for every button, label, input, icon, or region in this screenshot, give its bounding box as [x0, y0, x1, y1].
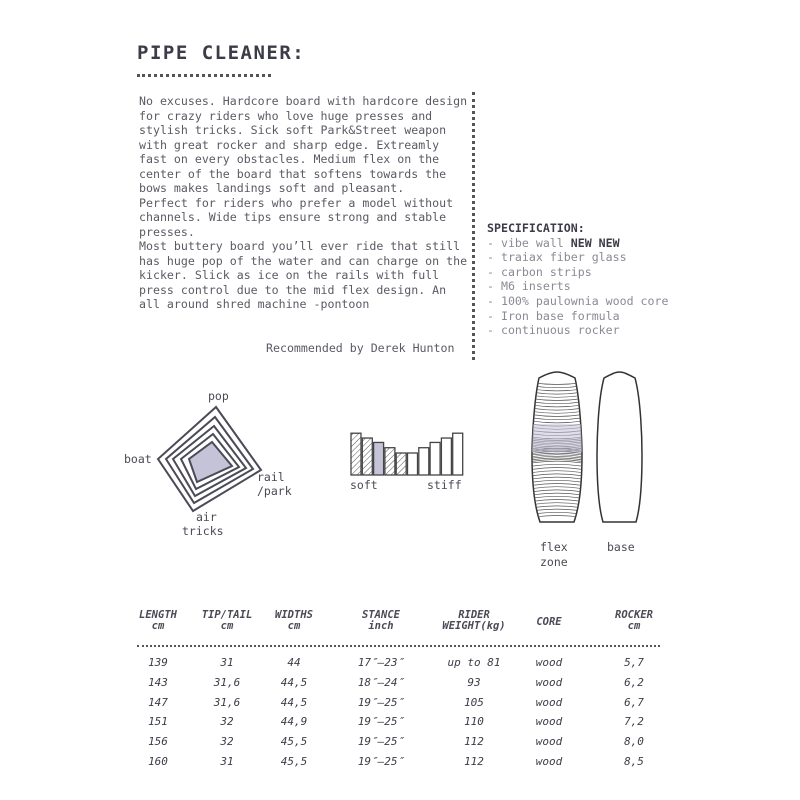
board-contour-line: [528, 464, 586, 467]
flex-bar: [362, 438, 372, 475]
board-contour-line: [528, 490, 586, 493]
table-cell: 44: [287, 656, 301, 669]
flex-label-soft: soft: [350, 478, 378, 492]
description-paragraph: Perfect for riders who prefer a model without channels. Wide tips ensure strong and stable presses.: [139, 195, 454, 239]
table-cell: 6,2: [624, 675, 644, 689]
table-cell: 139: [148, 656, 168, 669]
board-contour-line: [528, 461, 586, 464]
flex-label-stiff: stiff: [427, 478, 462, 492]
radar-label-boat: boat: [124, 452, 152, 466]
table-cell: 7,2: [624, 715, 644, 729]
flex-bar: [441, 438, 451, 475]
table-cell: 5,7: [624, 656, 644, 669]
column-header: CORE: [536, 616, 562, 628]
flex-bar: [385, 448, 395, 475]
flex-chart: [351, 433, 463, 475]
radar-label-pop: pop: [208, 389, 229, 403]
table-cell: 31,6: [213, 695, 241, 709]
radar-label-park: /park: [257, 484, 292, 498]
radar-label-air: air: [196, 510, 217, 524]
table-cell: 8,5: [624, 755, 644, 768]
board-contour-line: [528, 477, 586, 480]
table-cell: 19″–25″: [357, 755, 405, 768]
board-contour-line: [528, 480, 586, 483]
board-base: [597, 372, 642, 522]
table-cell: 19″–25″: [357, 735, 405, 749]
board-contour-line: [528, 401, 586, 404]
spec-item: - traiax fiber glass: [487, 250, 627, 265]
board-label-base: base: [607, 540, 635, 554]
table-cell: wood: [535, 656, 563, 669]
table-cell: 151: [148, 715, 168, 729]
table-cell: 44,5: [280, 695, 308, 709]
board-contour-line: [528, 471, 586, 474]
board-contour-line: [528, 487, 586, 490]
table-cell: 32: [220, 735, 234, 749]
board-contour-line: [528, 411, 586, 414]
board-contour-line: [528, 468, 586, 471]
description-paragraph: Most buttery board you’ll ever ride that still has huge pop of the water and can charge on the kicker. Slick as ice on the rails with full press control due to the mid flex design. An all around shred machine -pontoon: [139, 239, 468, 311]
page-title: PIPE CLEANER:: [137, 42, 306, 64]
spec-item: - vibe wall NEW NEW: [487, 235, 620, 250]
description-paragraph: No excuses. Hardcore board with hardcore design for crazy riders who love huge presses and stylish tricks. Sick soft Park&Street weapon with great rocker and sharp edge. Extreamly fast on every obstacles. Medium flex on the center of the board that softens towards the bows makes landings soft and pleasant.: [139, 94, 468, 195]
flex-bar: [374, 442, 384, 475]
flex-bar: [396, 453, 406, 475]
recommendation: Recommended by Derek Hunton: [266, 341, 455, 355]
flex-bar: [453, 433, 463, 475]
table-cell: 19″–25″: [357, 695, 405, 709]
board-contour-line: [528, 414, 586, 417]
table-cell: 31: [220, 755, 234, 768]
spec-item: - Iron base formula: [487, 308, 620, 323]
table-cell: 143: [148, 675, 168, 689]
table-cell: 93: [467, 675, 481, 689]
board-contour-line: [528, 484, 586, 487]
radar-label-tricks: tricks: [182, 524, 224, 538]
column-header: WIDTHS cm: [275, 609, 313, 632]
spec-item: - 100% paulownia wood core: [487, 293, 669, 308]
table-cell: 160: [148, 755, 168, 768]
table-cell: up to 81: [447, 656, 501, 669]
table-cell: 31,6: [213, 675, 241, 689]
table-cell: 105: [464, 695, 484, 709]
table-cell: 8,0: [624, 735, 644, 749]
board-contour-line: [528, 503, 586, 506]
table-cell: wood: [535, 695, 563, 709]
column-header: RIDER WEIGHT(kg): [442, 609, 506, 632]
column-header: ROCKER cm: [615, 609, 653, 632]
board-contour-line: [528, 398, 586, 401]
table-cell: 147: [148, 695, 168, 709]
board-contour-line: [528, 382, 586, 385]
spec-title: SPECIFICATION:: [487, 221, 585, 235]
board-contour-line: [528, 408, 586, 411]
board-label-flex: flex: [540, 540, 568, 554]
flex-bar: [419, 448, 429, 475]
flex-bar: [430, 442, 440, 475]
board-flex-zone: [528, 372, 586, 522]
table-cell: 45,5: [280, 755, 308, 768]
table-cell: 110: [464, 715, 484, 729]
board-contour-line: [528, 516, 586, 519]
board-contour-line: [528, 420, 586, 423]
table-cell: 112: [464, 755, 484, 768]
table-cell: wood: [535, 735, 563, 749]
radar-label-rail: rail: [257, 470, 285, 484]
flex-bar: [351, 433, 361, 475]
column-header: TIP/TAIL cm: [201, 609, 253, 632]
board-label-zone: zone: [540, 555, 568, 569]
board-contour-line: [528, 404, 586, 407]
board-contour-line: [528, 493, 586, 496]
spec-item: - continuous rocker: [487, 323, 620, 338]
table-cell: wood: [535, 675, 563, 689]
table-cell: 44,5: [280, 675, 308, 689]
spec-item: - carbon strips: [487, 264, 592, 279]
table-cell: 45,5: [280, 735, 308, 749]
table-cell: 44,9: [280, 715, 308, 729]
board-contour-line: [528, 496, 586, 499]
table-cell: 32: [220, 715, 234, 729]
table-cell: wood: [535, 755, 563, 768]
column-header: LENGTH cm: [139, 609, 177, 632]
table-cell: 17″–23″: [357, 656, 405, 669]
board-contour-line: [528, 417, 586, 420]
table-cell: 19″–25″: [357, 715, 405, 729]
table-cell: 31: [220, 656, 234, 669]
spec-item: - M6 inserts: [487, 279, 571, 294]
table-divider: [137, 645, 660, 647]
table-cell: 112: [464, 735, 484, 749]
flex-bar: [408, 453, 418, 475]
table-cell: 18″–24″: [357, 675, 405, 689]
radar-chart: [124, 389, 292, 538]
table-cell: 156: [148, 735, 168, 749]
column-header: STANCE inch: [362, 609, 400, 632]
board-contour-line: [528, 500, 586, 503]
table-cell: wood: [535, 715, 563, 729]
table-cell: 6,7: [624, 695, 644, 709]
board-contour-line: [528, 474, 586, 477]
